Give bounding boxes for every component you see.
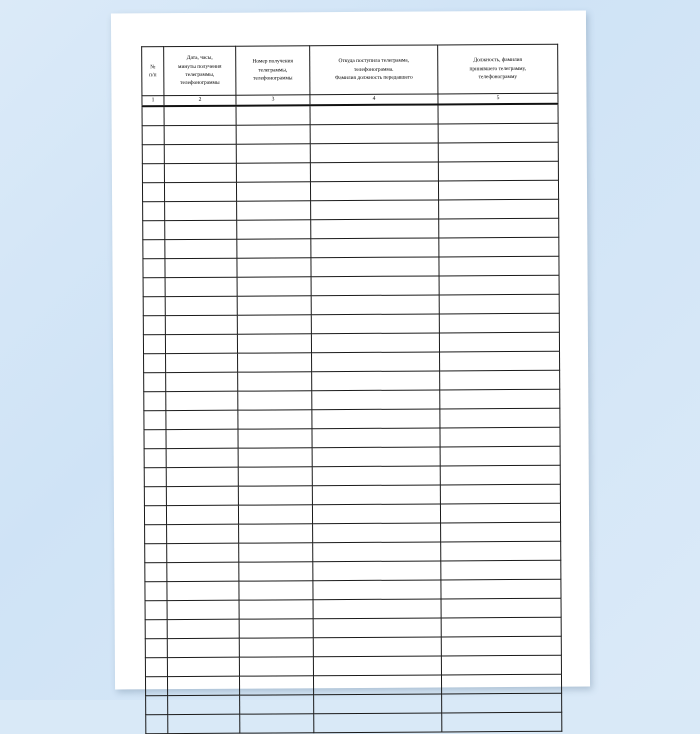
table-cell-col-receiver — [439, 256, 559, 276]
table-cell-col-datetime — [164, 125, 236, 144]
table-cell-col-receiver — [438, 161, 558, 181]
table-cell-col-number — [145, 658, 167, 677]
header-line: принявшего телеграмму, — [469, 65, 527, 73]
table-cell-col-receiver — [441, 655, 561, 675]
table-cell-col-receiver — [441, 617, 561, 637]
table-cell-col-receiver — [440, 389, 560, 409]
table-cell-col-receiver — [441, 636, 561, 656]
table-row — [143, 275, 559, 297]
table-cell-col-receipt-number — [237, 296, 311, 315]
table-cell-col-datetime — [166, 448, 238, 467]
table-cell-col-receipt-number — [238, 353, 312, 372]
table-row — [145, 636, 561, 658]
table-cell-col-number — [144, 468, 166, 487]
table-row — [143, 237, 559, 259]
table-row — [144, 427, 560, 449]
table-cell-col-receipt-number — [238, 372, 312, 391]
table-body — [142, 104, 562, 734]
table-row — [143, 313, 559, 335]
table-row — [143, 218, 559, 240]
table-cell-col-number — [144, 392, 166, 411]
table-cell-col-number — [144, 449, 166, 468]
table-cell-col-datetime — [165, 315, 237, 334]
table-cell-col-source — [312, 466, 440, 486]
table-cell-col-datetime — [164, 144, 236, 163]
table-row — [142, 123, 558, 145]
table-row — [145, 655, 561, 677]
table-cell-col-receipt-number — [239, 676, 313, 695]
table-cell-col-datetime — [164, 182, 236, 201]
column-number-cell: 5 — [438, 93, 558, 104]
table-cell-col-source — [312, 428, 440, 448]
table-cell-col-receiver — [439, 218, 559, 238]
table-cell-col-receiver — [438, 104, 558, 124]
table-cell-col-source — [310, 143, 438, 163]
table-cell-col-source — [311, 200, 439, 220]
table-cell-col-number — [144, 506, 166, 525]
table-row — [142, 142, 558, 164]
table-row — [144, 465, 560, 487]
table-cell-col-datetime — [168, 695, 240, 714]
table-cell-col-receiver — [439, 332, 559, 352]
table-row — [145, 617, 561, 639]
header-line: телеграммы, — [185, 71, 215, 79]
table-cell-col-datetime — [165, 258, 237, 277]
table-cell-col-receipt-number — [238, 505, 312, 524]
table-cell-col-source — [313, 637, 441, 657]
table-cell-col-receipt-number — [238, 467, 312, 486]
table-cell-col-number — [144, 487, 166, 506]
table-cell-col-datetime — [167, 562, 239, 581]
column-number-cell: 1 — [142, 96, 164, 107]
table-cell-col-source — [311, 219, 439, 239]
table-cell-col-datetime — [167, 638, 239, 657]
table-cell-col-source — [313, 580, 441, 600]
table-cell-col-receipt-number — [239, 543, 313, 562]
table-cell-col-receiver — [440, 503, 560, 523]
table-cell-col-receipt-number — [238, 410, 312, 429]
table-cell-col-datetime — [167, 657, 239, 676]
table-cell-col-receiver — [441, 522, 561, 542]
column-number-cell: 2 — [164, 95, 236, 106]
table-cell-col-number — [143, 335, 165, 354]
column-number-cell: 3 — [236, 95, 310, 106]
table-cell-col-number — [143, 221, 165, 240]
table-cell-col-datetime — [164, 163, 236, 182]
table-cell-col-receipt-number — [236, 105, 310, 125]
table-cell-col-receipt-number — [236, 163, 310, 182]
table-cell-col-datetime — [165, 277, 237, 296]
table-cell-col-number — [145, 544, 167, 563]
table-header — [142, 44, 558, 106]
table-cell-col-datetime — [165, 220, 237, 239]
column-number-cell: 4 — [310, 94, 438, 105]
table-cell-col-receipt-number — [236, 182, 310, 201]
table-row — [145, 541, 561, 563]
table-cell-col-receipt-number — [238, 391, 312, 410]
table-row — [144, 446, 560, 468]
table-cell-col-source — [312, 409, 440, 429]
table-cell-col-number — [143, 278, 165, 297]
table-cell-col-receipt-number — [239, 638, 313, 657]
table-cell-col-datetime — [165, 296, 237, 315]
table-cell-col-receiver — [439, 275, 559, 295]
table-cell-col-source — [310, 124, 438, 144]
table-cell-col-receipt-number — [239, 562, 313, 581]
table-cell-col-number — [145, 620, 167, 639]
table-cell-col-datetime — [167, 543, 239, 562]
header-line: телефонограммы — [180, 80, 220, 87]
table-row — [144, 408, 560, 430]
table-cell-col-source — [311, 257, 439, 277]
header-line: п/п — [149, 72, 157, 79]
header-line: Откуда поступила телеграмма, — [338, 58, 410, 65]
table-row — [144, 351, 560, 373]
table-cell-col-receiver — [439, 199, 559, 219]
table-cell-col-source — [310, 181, 438, 201]
table-cell-col-source — [313, 561, 441, 581]
table-cell-col-receipt-number — [237, 277, 311, 296]
table-cell-col-receiver — [440, 446, 560, 466]
table-cell-col-number — [145, 677, 167, 696]
table-cell-col-receipt-number — [239, 657, 313, 676]
table-cell-col-datetime — [165, 201, 237, 220]
table-cell-col-receipt-number — [239, 619, 313, 638]
table-row — [146, 693, 562, 715]
table-cell-col-receipt-number — [239, 581, 313, 600]
table-cell-col-number — [144, 411, 166, 430]
table-cell-col-receiver — [440, 351, 560, 371]
column-header-receiver — [438, 44, 558, 94]
table-row — [146, 712, 562, 734]
table-row — [145, 522, 561, 544]
table-cell-col-datetime — [166, 353, 238, 372]
column-header-number — [142, 47, 164, 96]
table-cell-col-source — [311, 314, 439, 334]
table-cell-col-source — [312, 390, 440, 410]
table-cell-col-receipt-number — [237, 220, 311, 239]
table-cell-col-datetime — [168, 714, 240, 733]
table-cell-col-receipt-number — [240, 714, 314, 733]
table-cell-col-receipt-number — [238, 429, 312, 448]
table-cell-col-number — [145, 639, 167, 658]
table-row — [145, 674, 561, 696]
table-cell-col-datetime — [167, 581, 239, 600]
table-row — [143, 256, 559, 278]
table-cell-col-source — [313, 599, 441, 619]
table-cell-col-receiver — [440, 427, 560, 447]
table-cell-col-source — [313, 523, 441, 543]
journal-sheet — [141, 44, 561, 734]
table-cell-col-datetime — [166, 429, 238, 448]
header-line: телефонограммы — [253, 75, 293, 82]
table-cell-col-receipt-number — [239, 600, 313, 619]
table-row — [142, 104, 558, 126]
header-line: телеграммы, — [258, 67, 288, 74]
table-cell-col-receiver — [440, 370, 560, 390]
table-cell-col-receiver — [439, 313, 559, 333]
table-row — [145, 560, 561, 582]
table-cell-col-number — [144, 354, 166, 373]
table-cell-col-receipt-number — [239, 524, 313, 543]
table-cell-col-source — [313, 618, 441, 638]
table-cell-col-receipt-number — [238, 486, 312, 505]
document-page — [111, 11, 590, 690]
table-cell-col-receiver — [441, 674, 561, 694]
table-cell-col-source — [313, 675, 441, 695]
column-header-source — [310, 45, 438, 95]
table-cell-col-number — [144, 430, 166, 449]
table-cell-col-source — [312, 504, 440, 524]
header-line: № — [150, 63, 156, 70]
table-cell-col-source — [313, 656, 441, 676]
header-line: Номер получения — [252, 58, 294, 66]
table-cell-col-source — [312, 485, 440, 505]
table-cell-col-number — [146, 715, 168, 734]
table-cell-col-number — [145, 582, 167, 601]
table-cell-col-datetime — [165, 239, 237, 258]
table-cell-col-number — [143, 240, 165, 259]
header-line: минуты получения — [178, 63, 222, 70]
table-cell-col-datetime — [164, 106, 236, 126]
table-cell-col-receiver — [441, 541, 561, 561]
header-row — [142, 44, 558, 96]
table-row — [145, 579, 561, 601]
table-cell-col-number — [142, 145, 164, 164]
table-cell-col-receiver — [442, 693, 562, 713]
table-cell-col-receipt-number — [237, 315, 311, 334]
table-cell-col-source — [311, 333, 439, 353]
table-cell-col-datetime — [166, 372, 238, 391]
table-row — [144, 484, 560, 506]
table-cell-col-receiver — [441, 579, 561, 599]
column-header-receipt-number — [236, 46, 310, 95]
header-line: телефонограмму — [478, 74, 518, 81]
table-cell-col-number — [143, 316, 165, 335]
header-line: Дата, часы, — [186, 55, 213, 62]
table-cell-col-receipt-number — [237, 239, 311, 258]
table-row — [143, 199, 559, 221]
table-cell-col-number — [144, 373, 166, 392]
table-row — [142, 161, 558, 183]
table-cell-col-receipt-number — [238, 448, 312, 467]
header-line: Должность, фамилия — [473, 57, 523, 64]
table-cell-col-receipt-number — [237, 201, 311, 220]
table-cell-col-datetime — [167, 676, 239, 695]
table-cell-col-number — [142, 164, 164, 183]
table-cell-col-source — [310, 104, 438, 124]
table-cell-col-receiver — [439, 237, 559, 257]
table-cell-col-number — [143, 297, 165, 316]
table-cell-col-source — [312, 447, 440, 467]
table-cell-col-number — [143, 259, 165, 278]
table-cell-col-datetime — [165, 334, 237, 353]
table-cell-col-datetime — [167, 600, 239, 619]
table-cell-col-receiver — [438, 123, 558, 143]
table-cell-col-source — [314, 694, 442, 714]
table-cell-col-receiver — [438, 180, 558, 200]
table-row — [144, 370, 560, 392]
table-cell-col-source — [314, 713, 442, 733]
table-row — [142, 180, 558, 202]
table-row — [145, 598, 561, 620]
table-cell-col-number — [146, 696, 168, 715]
table-cell-col-receipt-number — [236, 144, 310, 163]
table-cell-col-datetime — [167, 619, 239, 638]
table-cell-col-receiver — [438, 142, 558, 162]
table-cell-col-receipt-number — [236, 125, 310, 144]
table-cell-col-number — [142, 183, 164, 202]
table-cell-col-receiver — [441, 598, 561, 618]
table-cell-col-datetime — [166, 467, 238, 486]
table-row — [143, 332, 559, 354]
table-cell-col-receipt-number — [237, 334, 311, 353]
table-row — [143, 294, 559, 316]
table-cell-col-number — [142, 106, 164, 126]
table-cell-col-number — [145, 601, 167, 620]
table-cell-col-source — [312, 352, 440, 372]
table-cell-col-number — [145, 525, 167, 544]
table-cell-col-receiver — [440, 408, 560, 428]
table-row — [144, 503, 560, 525]
journal-table — [141, 44, 562, 734]
table-cell-col-source — [313, 542, 441, 562]
table-cell-col-receiver — [441, 560, 561, 580]
column-header-datetime — [164, 46, 236, 95]
table-cell-col-receiver — [440, 465, 560, 485]
table-cell-col-datetime — [166, 391, 238, 410]
table-cell-col-number — [142, 126, 164, 145]
header-line: Фамилия должность передавшего — [334, 74, 413, 82]
table-cell-col-receiver — [439, 294, 559, 314]
table-cell-col-source — [310, 162, 438, 182]
table-cell-col-receiver — [440, 484, 560, 504]
table-cell-col-receipt-number — [240, 695, 314, 714]
table-cell-col-number — [145, 563, 167, 582]
table-cell-col-datetime — [166, 486, 238, 505]
table-cell-col-datetime — [166, 410, 238, 429]
table-cell-col-receipt-number — [237, 258, 311, 277]
table-cell-col-receiver — [442, 712, 562, 732]
header-line: телефонограмма. — [354, 66, 394, 73]
table-cell-col-number — [143, 202, 165, 221]
table-cell-col-datetime — [166, 505, 238, 524]
table-cell-col-source — [312, 371, 440, 391]
table-cell-col-source — [311, 238, 439, 258]
table-cell-col-source — [311, 276, 439, 296]
table-row — [144, 389, 560, 411]
table-cell-col-source — [311, 295, 439, 315]
table-cell-col-datetime — [167, 524, 239, 543]
